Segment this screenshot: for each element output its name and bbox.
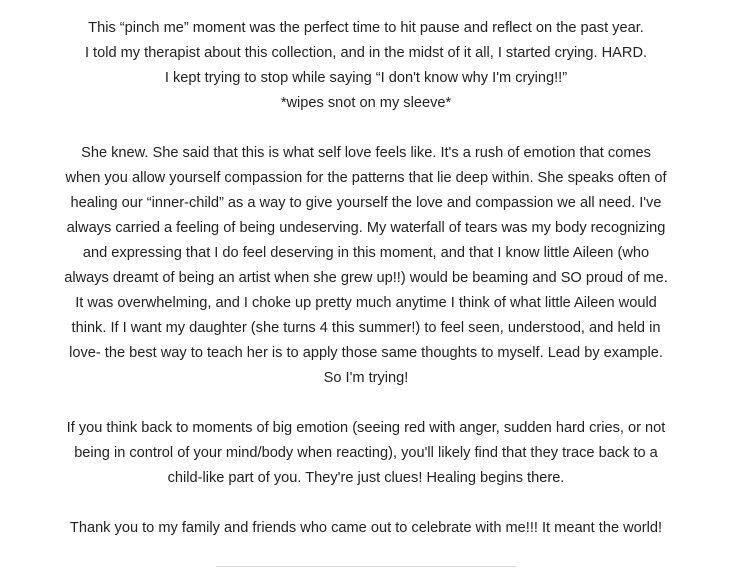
paragraph-spacer: [0, 491, 732, 516]
paragraph-thank-you: [0, 516, 732, 541]
section-divider: [216, 566, 516, 567]
paragraph-pinch-me: [0, 16, 732, 116]
text-line: being in control of your mind/body when reacting), you'll likely find that they trace back to a: [74, 445, 658, 461]
text-line: I kept trying to stop while saying “I don't know why I'm crying!!”: [164, 70, 568, 86]
paragraph-self-love: [0, 141, 732, 391]
text-line: It was overwhelming, and I choke up pretty much anytime I think of what little Aileen would: [75, 295, 657, 311]
text-line: think. If I want my daughter (she turns 4 this summer!) to feel seen, understood, and held in: [71, 320, 661, 336]
text-line: child-like part of you. They're just clues! Healing begins there.: [167, 470, 565, 486]
text-line: healing our “inner-child” as a way to give yourself the love and compassion we all need. I've: [70, 195, 662, 211]
paragraph-big-emotion: [0, 416, 732, 491]
paragraph-spacer: [0, 391, 732, 416]
text-line: So I'm trying!: [323, 370, 409, 386]
text-line: *wipes snot on my sleeve*: [280, 95, 452, 111]
text-line: This “pinch me” moment was the perfect time to hit pause and reflect on the past year.: [88, 20, 644, 36]
text-line: She knew. She said that this is what self love feels like. It's a rush of emotion that comes: [81, 145, 651, 161]
text-line: Thank you to my family and friends who came out to celebrate with me!!! It meant the world!: [69, 520, 663, 536]
text-line: If you think back to moments of big emotion (seeing red with anger, sudden hard cries, or not: [66, 420, 666, 436]
text-line: always dreamt of being an artist when she grew up!!) would be beaming and SO proud of me.: [64, 270, 668, 286]
text-line: always carried a feeling of being undeserving. My waterfall of tears was my body recognizing: [66, 220, 666, 236]
blog-post-body: [0, 16, 732, 541]
text-line: I told my therapist about this collection, and in the midst of it all, I started crying. HARD.: [84, 45, 648, 61]
text-line: when you allow yourself compassion for the patterns that lie deep within. She speaks often of: [65, 170, 667, 186]
text-line: love- the best way to teach her is to apply those same thoughts to myself. Lead by example.: [69, 345, 663, 361]
paragraph-spacer: [0, 116, 732, 141]
text-line: and expressing that I do feel deserving in this moment, and that I know little Aileen (who: [82, 245, 650, 261]
